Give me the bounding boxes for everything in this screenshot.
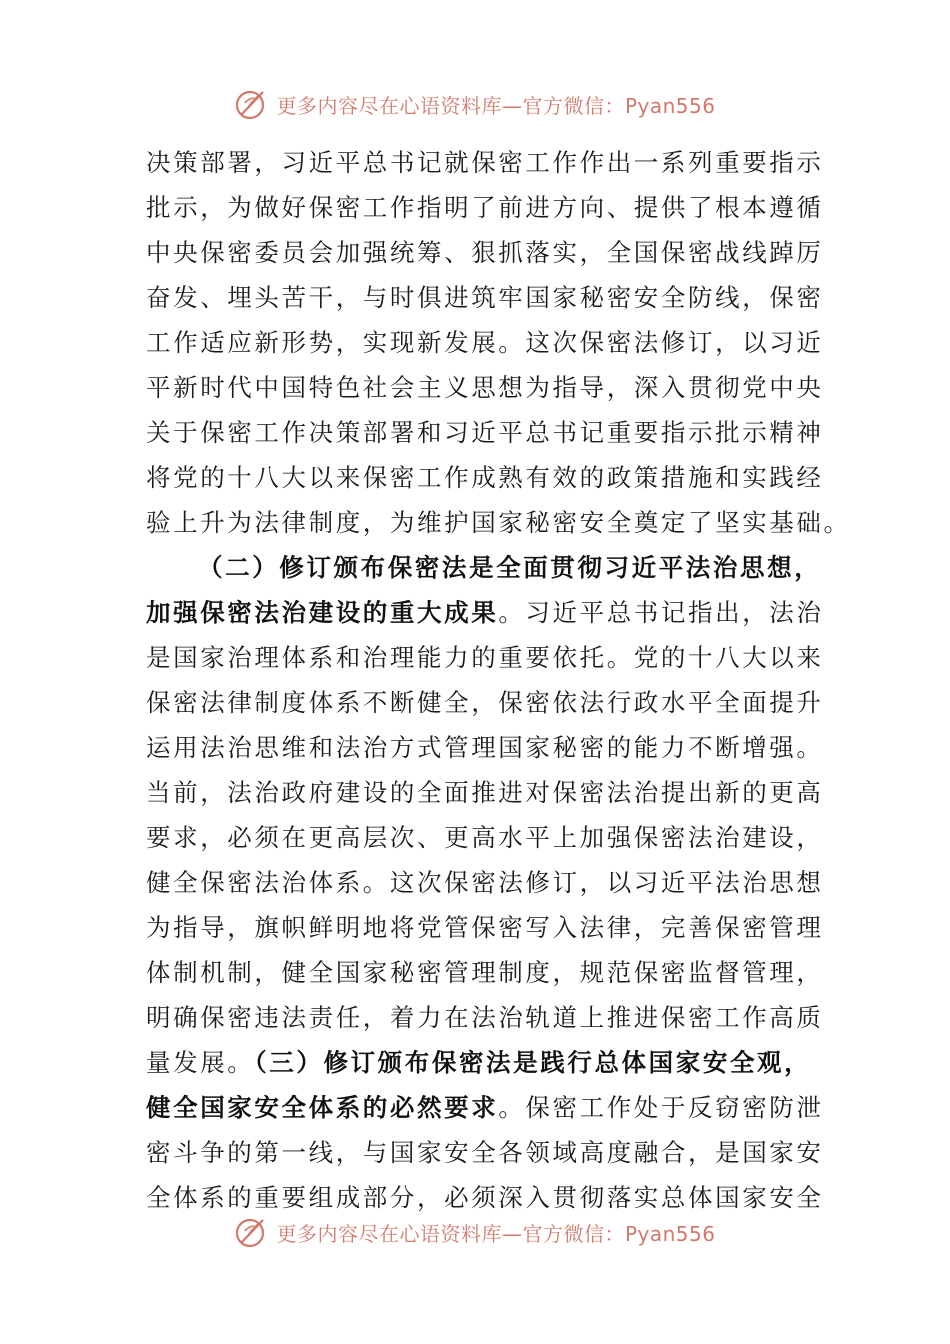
- text-line: [146, 1085, 824, 1130]
- body-text: 将党的十八大以来保密工作成熟有效的政策措施和实践经: [146, 463, 824, 492]
- body-text: 批示，为做好保密工作指明了前进方向、提供了根本遵循: [146, 193, 824, 222]
- text-line: [146, 365, 824, 410]
- text-line: [146, 680, 824, 725]
- text-line: [146, 590, 824, 635]
- body-text: 密斗争的第一线，与国家安全各领域高度融合，是国家安: [146, 1138, 824, 1167]
- body-text: 决策部署，习近平总书记就保密工作作出一系列重要指示: [146, 148, 824, 177]
- body-text: 运用法治思维和法治方式管理国家秘密的能力不断增强。: [146, 733, 824, 762]
- text-line: [146, 635, 824, 680]
- bold-heading-text: （二）修订颁布保密法是全面贯彻习近平法治思想，: [198, 553, 822, 582]
- body-text: 量发展。: [146, 1048, 255, 1077]
- body-text: 。保密工作处于反窃密防泄: [498, 1093, 824, 1122]
- text-line: [146, 275, 824, 320]
- footer-watermark: [0, 1212, 950, 1252]
- text-line: [146, 815, 824, 860]
- body-text: 平新时代中国特色社会主义思想为指导，深入贯彻党中央: [146, 373, 824, 402]
- quill-logo-icon: [234, 1214, 270, 1250]
- body-text: 要求，必须在更高层次、更高水平上加强保密法治建设，: [146, 823, 824, 852]
- document-body: [146, 140, 851, 1220]
- body-text: 明确保密违法责任，着力在法治轨道上推进保密工作高质: [146, 1003, 824, 1032]
- bold-heading-text: （三）修订颁布保密法是践行总体国家安全观，: [254, 1048, 812, 1077]
- body-text: 验上升为法律制度，为维护国家秘密安全奠定了坚实基础。: [146, 508, 851, 537]
- body-text: 健全保密法治体系。这次保密法修订，以习近平法治思想: [146, 868, 824, 897]
- text-line: [146, 320, 824, 365]
- text-line: [146, 860, 824, 905]
- body-text: 中央保密委员会加强统筹、狠抓落实，全国保密战线踔厉: [146, 238, 824, 267]
- body-text: 。习近平总书记指出，法治: [498, 598, 824, 627]
- text-line: [146, 410, 824, 455]
- body-text: 为指导，旗帜鲜明地将党管保密写入法律，完善保密管理: [146, 913, 824, 942]
- text-line: [146, 185, 824, 230]
- text-line: [146, 140, 824, 185]
- watermark-text: 更多内容尽在心语资料库—官方微信：Pyan556: [276, 93, 716, 118]
- body-text: 全体系的重要组成部分，必须深入贯彻落实总体国家安全: [146, 1183, 824, 1212]
- body-text: 保密法律制度体系不断健全，保密依法行政水平全面提升: [146, 688, 824, 717]
- quill-logo-icon: [234, 86, 270, 122]
- body-text: 工作适应新形势，实现新发展。这次保密法修订，以习近: [146, 328, 824, 357]
- text-line: [146, 455, 824, 500]
- text-line: [146, 950, 824, 995]
- text-line: [146, 725, 824, 770]
- text-line: [146, 995, 824, 1040]
- watermark-text: 更多内容尽在心语资料库—官方微信：Pyan556: [276, 1221, 716, 1246]
- text-line: [146, 545, 822, 590]
- text-line: [146, 1130, 824, 1175]
- bold-heading-text: 健全国家安全体系的必然要求: [146, 1093, 499, 1122]
- body-text: 是国家治理体系和治理能力的重要依托。党的十八大以来: [146, 643, 824, 672]
- text-line: [146, 770, 824, 815]
- body-text: 当前，法治政府建设的全面推进对保密法治提出新的更高: [146, 778, 824, 807]
- text-line: [146, 230, 824, 275]
- header-watermark: [0, 84, 950, 124]
- body-text: 关于保密工作决策部署和习近平总书记重要指示批示精神: [146, 418, 824, 447]
- text-line: [146, 1040, 810, 1085]
- text-line: [146, 905, 824, 950]
- body-text: 体制机制，健全国家秘密管理制度，规范保密监督管理，: [146, 958, 824, 987]
- bold-heading-text: 加强保密法治建设的重大成果: [146, 598, 499, 627]
- text-line: [146, 500, 851, 545]
- body-text: 奋发、埋头苦干，与时俱进筑牢国家秘密安全防线，保密: [146, 283, 824, 312]
